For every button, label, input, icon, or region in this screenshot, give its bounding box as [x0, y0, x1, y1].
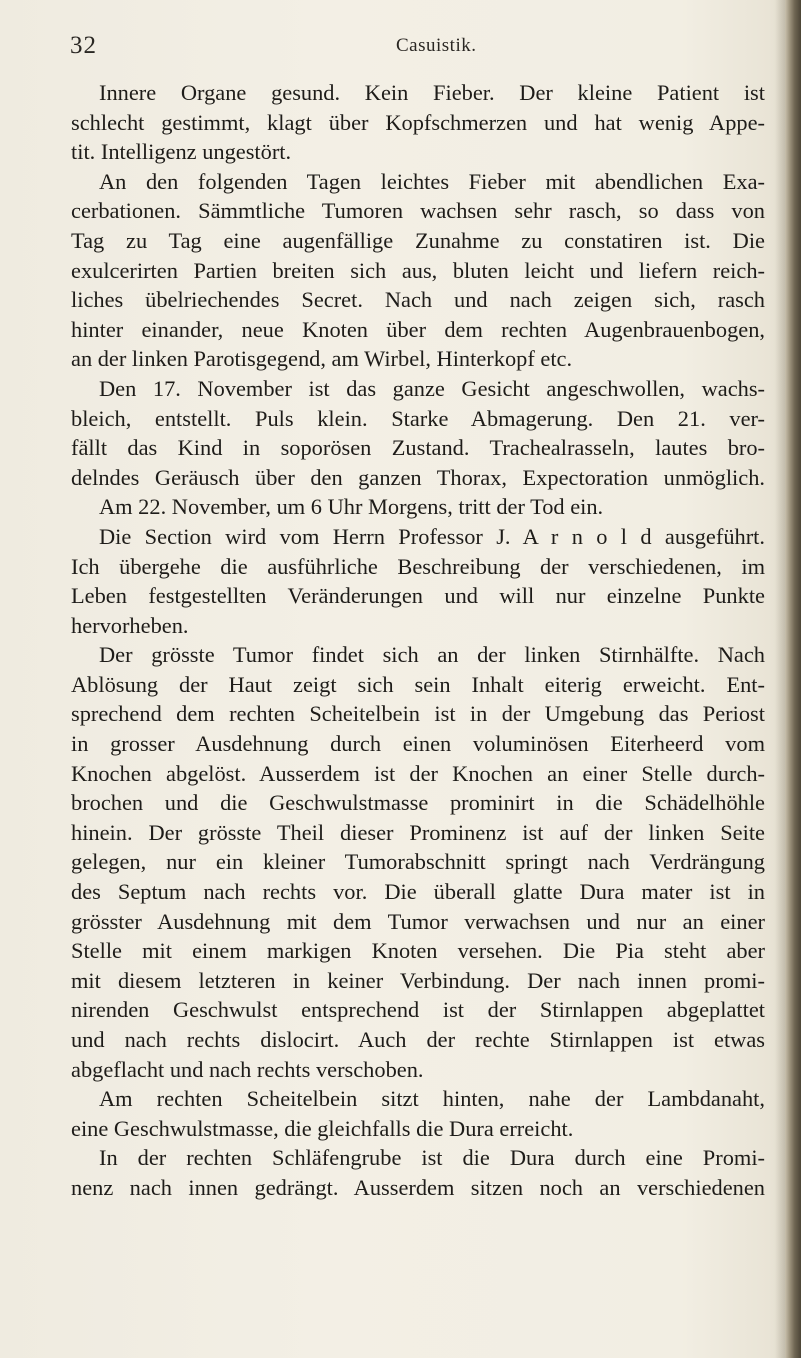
page-header	[70, 32, 770, 60]
text-line: Die Section wird vom Herrn Professor J. A r n o l d ausgeführt.	[99, 523, 765, 549]
text-line: Tag zu Tag eine augenfällige Zunahme zu constatiren ist. Die	[71, 227, 765, 253]
text-line: In der rechten Schläfengrube ist die Dura durch eine Promi-	[99, 1145, 765, 1171]
text-line: nenz nach innen gedrängt. Ausserdem sitzen noch an verschiedenen	[71, 1174, 765, 1200]
text-line: fällt das Kind in soporösen Zustand. Trachealrasseln, lautes bro-	[71, 435, 765, 461]
text-line: Den 17. November ist das ganze Gesicht angeschwollen, wachs-	[99, 375, 765, 401]
text-line: delndes Geräusch über den ganzen Thorax, Expectoration unmöglich.	[71, 464, 765, 490]
text-line: abgeflacht und nach rechts verschoben.	[71, 1056, 424, 1082]
text-line: nirenden Geschwulst entsprechend ist der Stirnlappen abgeplattet	[71, 997, 765, 1023]
text-line: Knochen abgelöst. Ausserdem ist der Knochen an einer Stelle durch-	[71, 760, 765, 786]
text-line: Am 22. November, um 6 Uhr Morgens, tritt der Tod ein.	[99, 494, 604, 520]
text-line: bleich, entstellt. Puls klein. Starke Abmagerung. Den 21. ver-	[71, 405, 765, 431]
text-line: tit. Intelligenz ungestört.	[71, 139, 292, 165]
text-line: gelegen, nur ein kleiner Tumorabschnitt springt nach Verdrängung	[71, 849, 765, 875]
text-line: mit diesem letzteren in keiner Verbindung. Der nach innen promi-	[71, 967, 765, 993]
text-line: Innere Organe gesund. Kein Fieber. Der kleine Patient ist	[99, 80, 765, 105]
text-line: liches übelriechendes Secret. Nach und nach zeigen sich, rasch	[71, 287, 765, 313]
text-line: grösster Ausdehnung mit dem Tumor verwachsen und nur an einer	[71, 908, 765, 934]
text-line: hinter einander, neue Knoten über dem rechten Augenbrauenbogen,	[71, 316, 765, 342]
text-line: des Septum nach rechts vor. Die überall glatte Dura mater ist in	[71, 879, 765, 905]
body-text	[71, 78, 765, 1203]
text-line: hinein. Der grösste Theil dieser Prominenz ist auf der linken Seite	[71, 819, 765, 845]
text-line: exulcerirten Partien breiten sich aus, bluten leicht und liefern reich-	[71, 257, 765, 283]
text-line: Der grösste Tumor findet sich an der linken Stirnhälfte. Nach	[99, 642, 765, 668]
text-line: in grosser Ausdehnung durch einen voluminösen Eiterheerd vom	[71, 731, 765, 757]
text-line: cerbationen. Sämmtliche Tumoren wachsen sehr rasch, so dass von	[71, 198, 765, 224]
running-head: Casuistik.	[396, 35, 477, 56]
text-line: Am rechten Scheitelbein sitzt hinten, nahe der Lambdanaht,	[99, 1086, 765, 1112]
text-line: brochen und die Geschwulstmasse prominirt in die Schädelhöhle	[71, 790, 765, 816]
text-line: schlecht gestimmt, klagt über Kopfschmerzen und hat wenig Appe-	[71, 109, 765, 135]
text-line: hervorheben.	[71, 612, 189, 638]
text-line: sprechend dem rechten Scheitelbein ist in der Umgebung das Periost	[71, 701, 765, 727]
text-line: Ich übergehe die ausführliche Beschreibung der verschiedenen, im	[71, 553, 765, 579]
page-number: 32	[70, 32, 97, 59]
text-line: an der linken Parotisgegend, am Wirbel, Hinterkopf etc.	[71, 346, 573, 372]
text-line: Ablösung der Haut zeigt sich sein Inhalt eiterig erweicht. Ent-	[71, 671, 765, 697]
text-line: eine Geschwulstmasse, die gleichfalls die Dura erreicht.	[71, 1115, 574, 1141]
page-edge-shadow	[785, 0, 801, 1358]
text-line: Leben festgestellten Veränderungen und will nur einzelne Punkte	[71, 583, 765, 609]
text-line: und nach rechts dislocirt. Auch der rechte Stirnlappen ist etwas	[71, 1027, 765, 1052]
text-line: An den folgenden Tagen leichtes Fieber mit abendlichen Exa-	[99, 168, 765, 194]
text-line: Stelle mit einem markigen Knoten versehen. Die Pia steht aber	[71, 938, 765, 964]
